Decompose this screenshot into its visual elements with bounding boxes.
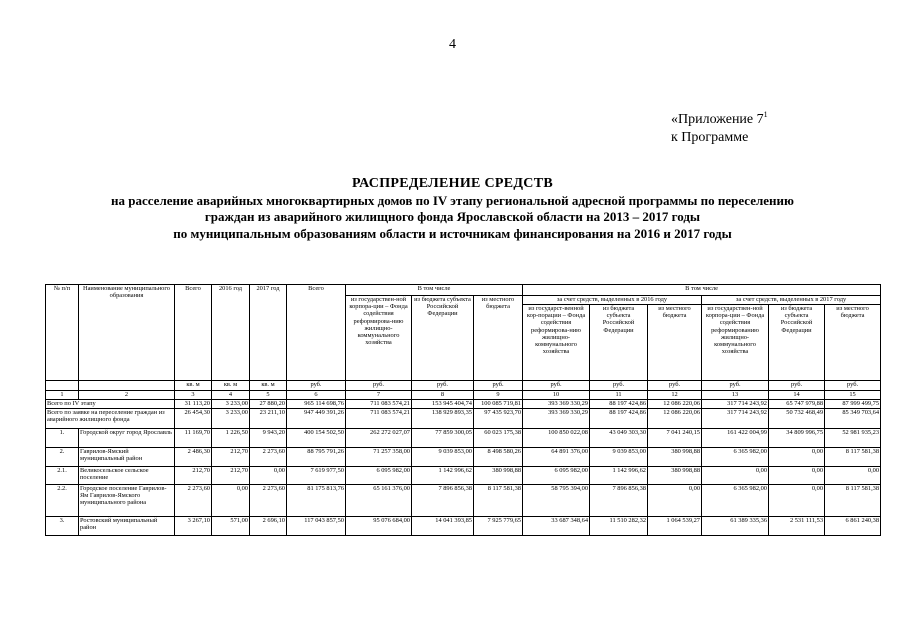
header-local: из местного бюджета (474, 296, 523, 381)
row-value: 65 161 376,00 (346, 485, 412, 517)
table-row (46, 517, 881, 536)
row-value: 393 369 330,29 (523, 409, 590, 429)
row-value: 0,00 (648, 485, 702, 517)
row-number: 1. (46, 429, 79, 448)
unit-cell: кв. м (175, 381, 212, 391)
unit-cell: руб. (474, 381, 523, 391)
unit-cell: руб. (648, 381, 702, 391)
title-line1: РАСПРЕДЕЛЕНИЕ СРЕДСТВ (352, 176, 553, 191)
row-value: 2 696,10 (250, 517, 287, 536)
column-number: 10 (523, 391, 590, 400)
table-row (46, 400, 881, 409)
header-fund-2016: из государст-венной кор-порации – Фонда содействия реформирова-нию жилищно-коммунального хозяйства (523, 305, 590, 381)
column-number: 1 (46, 391, 79, 400)
column-number: 2 (79, 391, 175, 400)
row-name: Всего по IV этапу (46, 400, 175, 409)
row-value: 50 732 468,49 (769, 409, 825, 429)
row-value: 33 687 348,64 (523, 517, 590, 536)
row-value: 11 510 282,32 (590, 517, 648, 536)
title-line3: граждан из аварийного жилищного фонда Ярославской области на 2013 – 2017 годы (204, 209, 701, 224)
unit-cell: руб. (287, 381, 346, 391)
units-row (46, 381, 881, 391)
row-value: 7 619 977,50 (287, 467, 346, 485)
row-value: 12 086 220,06 (648, 400, 702, 409)
row-value: 7 896 856,38 (590, 485, 648, 517)
row-value: 1 142 996,62 (590, 467, 648, 485)
row-value: 0,00 (702, 467, 769, 485)
unit-cell: руб. (769, 381, 825, 391)
row-value: 34 809 996,75 (769, 429, 825, 448)
title-line4: по муниципальным образованиям области и источникам финансирования на 2016 и 2017 годы (173, 225, 732, 241)
row-value: 117 043 857,50 (287, 517, 346, 536)
row-value: 100 085 719,81 (474, 400, 523, 409)
row-value: 1 064 539,27 (648, 517, 702, 536)
row-value: 212,70 (212, 467, 250, 485)
row-value: 380 998,88 (648, 448, 702, 467)
row-value: 27 880,20 (250, 400, 287, 409)
row-value: 8 117 581,38 (825, 448, 881, 467)
row-value: 26 454,30 (175, 409, 212, 429)
annex-line2: к Программе (671, 130, 749, 145)
row-name: Городское поселение Гаврилов-Ям Гаврилов-Ямского муниципального района (79, 485, 175, 517)
row-value: 88 197 424,86 (590, 400, 648, 409)
header-region: из бюджета субъекта Российской Федерации (412, 296, 474, 381)
row-value: 7 041 240,15 (648, 429, 702, 448)
row-value: 380 998,88 (648, 467, 702, 485)
row-value: 100 850 022,08 (523, 429, 590, 448)
header-region-2017: из бюджета субъекта Российской Федерации (769, 305, 825, 381)
header-year-2017: за счет средств, выделенных в 2017 году (702, 296, 881, 305)
row-name: Гаврилов-Ямский муниципальный район (79, 448, 175, 467)
header-including-2: В том числе (523, 285, 881, 296)
column-number: 15 (825, 391, 881, 400)
annex-superscript: 1 (763, 110, 768, 119)
header-year-2016: за счет средств, выделенных в 2016 году (523, 296, 702, 305)
row-value: 0,00 (250, 467, 287, 485)
row-value: 6 365 982,00 (702, 485, 769, 517)
row-value: 9 943,20 (250, 429, 287, 448)
title-line2: на расселение аварийных многоквартирных домов по IV этапу региональной адресной программы по переселению (111, 192, 794, 208)
unit-cell: руб. (590, 381, 648, 391)
row-value: 43 049 303,30 (590, 429, 648, 448)
column-number: 9 (474, 391, 523, 400)
row-value: 380 998,88 (474, 467, 523, 485)
row-value: 8 117 581,38 (474, 485, 523, 517)
row-name: Всего по заявке на переселение граждан из аварийного жилищного фонда (46, 409, 175, 429)
header-area-2016: 2016 год (212, 285, 250, 381)
row-name: Великосельское сельское поселение (79, 467, 175, 485)
row-value: 88 795 791,26 (287, 448, 346, 467)
row-value: 23 211,10 (250, 409, 287, 429)
row-value: 400 154 502,50 (287, 429, 346, 448)
header-region-2016: из бюджета субъекта Российской Федерации (590, 305, 648, 381)
row-value: 2 273,60 (250, 448, 287, 467)
row-value: 711 083 574,21 (346, 400, 412, 409)
row-value: 52 981 935,23 (825, 429, 881, 448)
page-number: 4 (449, 37, 456, 52)
header-area-2017: 2017 год (250, 285, 287, 381)
column-number: 7 (346, 391, 412, 400)
row-value: 14 041 393,85 (412, 517, 474, 536)
row-value: 6 861 240,38 (825, 517, 881, 536)
header-fund: из государствен-ной корпора-ции – Фонда содействия реформирова-нию жилищно-коммунального хозяйства (346, 296, 412, 381)
unit-cell: руб. (412, 381, 474, 391)
row-value: 87 999 499,75 (825, 400, 881, 409)
row-name: Городской округ город Ярославль (79, 429, 175, 448)
row-value: 0,00 (825, 467, 881, 485)
header-local-2016: из местного бюджета (648, 305, 702, 381)
row-value: 0,00 (769, 467, 825, 485)
header-local-2017: из местного бюджета (825, 305, 881, 381)
table-body (46, 400, 881, 536)
row-value: 3 233,00 (212, 409, 250, 429)
column-number: 12 (648, 391, 702, 400)
row-value: 8 498 580,26 (474, 448, 523, 467)
row-value: 317 714 243,92 (702, 400, 769, 409)
row-value: 138 929 893,35 (412, 409, 474, 429)
row-value: 0,00 (212, 485, 250, 517)
row-value: 7 896 856,38 (412, 485, 474, 517)
row-value: 2 273,60 (250, 485, 287, 517)
unit-cell: руб. (702, 381, 769, 391)
table-row (46, 485, 881, 517)
row-value: 9 039 853,00 (412, 448, 474, 467)
column-number: 5 (250, 391, 287, 400)
row-value: 31 113,20 (175, 400, 212, 409)
row-value: 711 083 574,21 (346, 409, 412, 429)
unit-cell: руб. (346, 381, 412, 391)
unit-cell: кв. м (250, 381, 287, 391)
row-value: 6 095 982,00 (523, 467, 590, 485)
column-number: 13 (702, 391, 769, 400)
column-number: 6 (287, 391, 346, 400)
row-name: Ростовский муниципальный район (79, 517, 175, 536)
row-value: 1 142 996,62 (412, 467, 474, 485)
unit-cell: кв. м (212, 381, 250, 391)
column-number: 11 (590, 391, 648, 400)
row-value: 3 233,00 (212, 400, 250, 409)
row-value: 2 486,30 (175, 448, 212, 467)
row-value: 1 226,50 (212, 429, 250, 448)
row-value: 947 449 391,26 (287, 409, 346, 429)
row-number: 2. (46, 448, 79, 467)
column-number: 14 (769, 391, 825, 400)
row-value: 212,70 (175, 467, 212, 485)
row-number: 2.1. (46, 467, 79, 485)
row-value: 11 169,70 (175, 429, 212, 448)
unit-cell: руб. (825, 381, 881, 391)
row-value: 212,70 (212, 448, 250, 467)
row-value: 60 023 175,38 (474, 429, 523, 448)
header-area-total: Всего (175, 285, 212, 381)
table-row (46, 467, 881, 485)
row-value: 71 257 358,00 (346, 448, 412, 467)
row-number: 3. (46, 517, 79, 536)
row-value: 393 369 330,29 (523, 400, 590, 409)
row-value: 965 114 698,76 (287, 400, 346, 409)
row-value: 6 365 982,00 (702, 448, 769, 467)
header-cost-total: Всего (287, 285, 346, 381)
row-value: 0,00 (769, 448, 825, 467)
row-value: 9 039 853,00 (590, 448, 648, 467)
row-value: 61 389 335,36 (702, 517, 769, 536)
document-title (0, 176, 905, 242)
row-value: 571,00 (212, 517, 250, 536)
row-value: 2 531 111,53 (769, 517, 825, 536)
row-value: 65 747 979,88 (769, 400, 825, 409)
column-number: 8 (412, 391, 474, 400)
row-value: 7 925 779,65 (474, 517, 523, 536)
annex-label (671, 106, 768, 147)
row-value: 95 076 684,00 (346, 517, 412, 536)
table-row (46, 429, 881, 448)
header-name: Наименование муниципального образования (79, 285, 175, 381)
column-number: 3 (175, 391, 212, 400)
unit-cell: руб. (523, 381, 590, 391)
row-value: 77 859 300,05 (412, 429, 474, 448)
header-including-1: В том числе (346, 285, 523, 296)
row-value: 161 422 004,99 (702, 429, 769, 448)
row-value: 12 086 220,06 (648, 409, 702, 429)
column-number: 4 (212, 391, 250, 400)
column-numbers-row (46, 391, 881, 400)
row-value: 8 117 581,38 (825, 485, 881, 517)
row-value: 317 714 243,92 (702, 409, 769, 429)
row-value: 262 272 027,07 (346, 429, 412, 448)
distribution-table (45, 284, 881, 536)
row-value: 81 175 813,76 (287, 485, 346, 517)
row-value: 153 945 404,74 (412, 400, 474, 409)
row-value: 85 349 703,64 (825, 409, 881, 429)
row-value: 64 891 376,00 (523, 448, 590, 467)
row-value: 6 095 982,00 (346, 467, 412, 485)
row-value: 88 197 424,86 (590, 409, 648, 429)
row-value: 3 267,10 (175, 517, 212, 536)
row-value: 0,00 (769, 485, 825, 517)
row-value: 97 435 923,70 (474, 409, 523, 429)
table-row (46, 409, 881, 429)
header-fund-2017: из государствен-ной корпора-ции – Фонда содействия реформированию жилищно-коммунального хозяйства (702, 305, 769, 381)
table-row (46, 448, 881, 467)
header-num: № п/п (46, 285, 79, 381)
row-number: 2.2. (46, 485, 79, 517)
row-value: 58 795 394,00 (523, 485, 590, 517)
row-value: 2 273,60 (175, 485, 212, 517)
annex-line1: «Приложение 7 (671, 112, 764, 127)
